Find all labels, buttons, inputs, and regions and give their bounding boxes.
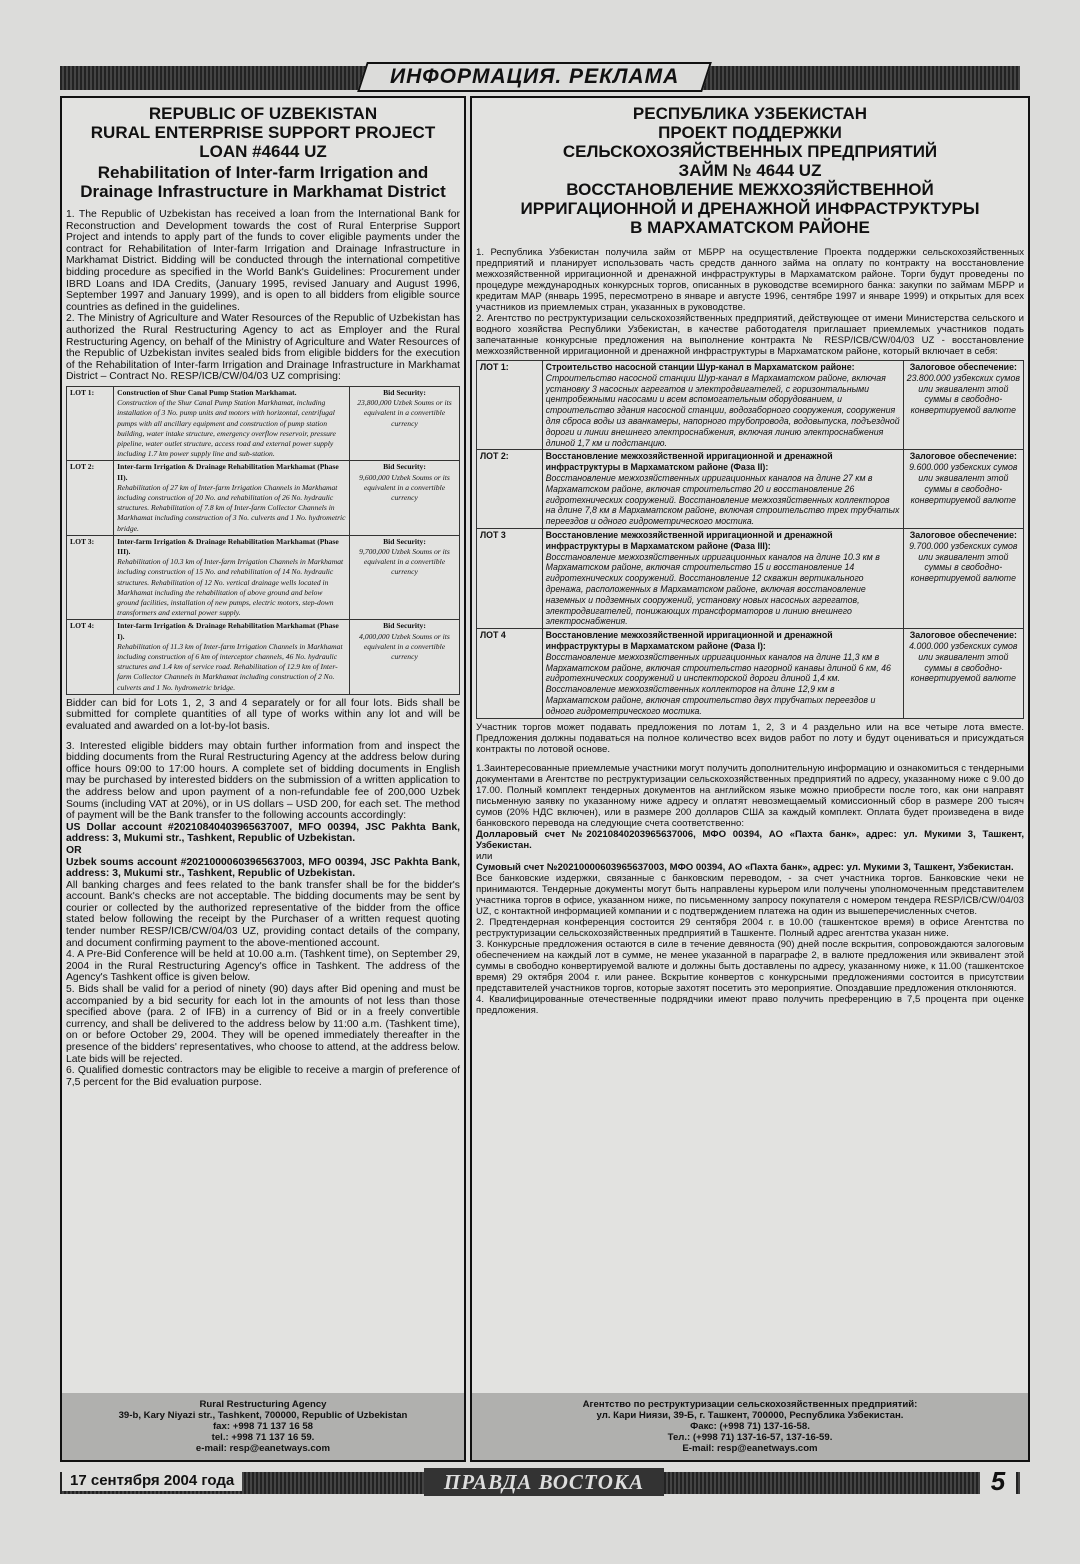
security-head: Залоговое обеспечение: [909,362,1017,372]
lot-desc: Construction of the Shur Canal Pump Station Markhamat, including installation of 3 No. pump units and motors with horizontal, centrifugal pumps with all ancillary equipment and construction of pump station building, water intake structure, emergency overflow reservoir, pressure pipeline, water outlet structure, access road and external power supply including 1.7 km power supply line and sub-station. [117,398,336,459]
contact-line: e-mail: resp@eanetways.com [195,1443,331,1454]
security-head: Залоговое обеспечение: [909,630,1017,641]
account-uzs: Uzbek soums account #20210000603965637003, MFO 00394, JSC Pakhta Bank, address: 3, Mukumi str., Tashkent, Republic of Uzbekistan. [66,856,460,880]
lot-title: Construction of Shur Canal Pump Station Markhamat. [117,387,297,397]
table-row [67,535,460,620]
paragraph: 2. The Ministry of Agriculture and Water Resources of the Republic of Uzbekistan has authorized the Rural Restructuring Agency to act as Employer and the Rural Restructuring Agency, on behalf of the Ministry of Agriculture and Water Resources of the Republic of Uzbekistan invites sealed bids from eligible bidders for the execution of the Rehabilitation of Inter-farm Irrigation and Drainage Infrastructure in Markhamat District – Contract No. RESP/ICB/CW/04/03 UZ comprising: [66,313,460,383]
security-value: 9,700,000 Uzbek Soums or its equivalent in a convertible currency [359,546,450,577]
contact-line: Факс: (+998 71) 137-16-58. [690,1421,810,1432]
lot-desc: Rehabilitation of 10.3 km of Inter-farm Irrigation Channels in Markhamat including construction of 15 No. and rehabilitation of 14 No. hydraulic structures. Rehabilitation of 12 No. vertical drainage wells located in Markhamat including the rehabilitation of above ground and below ground facilities, installation of new pumps, electric motors, step-down transformers and external power supply. [117,557,344,618]
lot-desc: Rehabilitation of 11.3 km of Inter-farm Irrigation Channels in Markhamat including construction of 6 km of interceptor channels, 46 No. hydraulic structures and 1.4 km of service road. Rehabilitation of 12.9 km of Inter-farm Collector Channels in Markhamat including construction of 2 No. culverts and 1 No. hydrometric bridge. [117,641,343,692]
account-uzs: Сумовый счет №20210000603965637003, МФО 00394, АО «Пахта банк», адрес: ул. Мукими 3, Ташкент, Узбекистан. [476,861,1014,873]
paragraph: 1. The Republic of Uzbekistan has received a loan from the International Bank for Reconstruction and Development towards the cost of Rural Enterprise Support Project and intends to apply part of the funds to cover eligible payments under the contract for Rehabilitation of Inter-farm Irrigation and Drainage Infrastructure in Markhamat District. Bidding will be conducted through the international competitive bidding procedure as specified in the World Bank's Guidelines: Procurement under IBRD Loans and IDA Credits, (January 1995, revised January and August 1996, September 1997 and January 1999), and is open to all bidders from eligible source countries as defined in the guidelines. [66,209,460,313]
contact-line: fax: +998 71 137 16 58 [212,1421,314,1432]
lot-title: Inter-farm Irrigation & Drainage Rehabilitation Markhamat (Phase III). [117,536,339,556]
lot-security [349,620,459,694]
security-head: Залоговое обеспечение: [909,529,1017,540]
lot-description [114,535,350,620]
paragraph: 2. Предтендерная конференция состоится 29 сентября 2004 г. в 10.00 (ташкентское время) в офисе Агентства по реструктуризации сельскохозяйственных предприятий в Ташкенте. Полный адрес агентства указан ниже. [476,916,1024,939]
russian-title [476,104,1024,237]
title-line: ЗАЙМ № 4644 UZ [678,161,822,180]
account-usd: US Dollar account #20210840403965637007, MFO 00394, JSC Pakhta Bank, address: 3, Mukumi str., Tashkent, Republic of Uzbekistan. [66,821,460,845]
lot-description [114,620,350,694]
table-row [477,629,1024,718]
security-value: 23.800.000 узбекских сумов или эквивалент этой суммы в свободно-конвертируемой валюте [906,372,1020,416]
security-value: 9,600,000 Uzbek Soums or its equivalent in a convertible currency [359,472,450,502]
lot-number: LOT 4: [67,620,114,694]
or-text: OR [66,844,82,856]
lot-desc: Rehabilitation of 27 km of Inter-farm Irrigation Channels in Markhamat including construction of 20 No. and rehabilitation of 26 No. hydraulic structures. Rehabilitation of 7.8 km of Inter-farm Collector Channels in Markhamat including construction of 3 No. culverts and 1 No. hydrometric bridge. [117,482,346,533]
paragraph: 3. Конкурсные предложения остаются в силе в течение девяноста (90) дней после вскрытия, сопровождаются залоговым обеспечением на каждый лот в сумме, не менее указанной в параграфе 2, в валюте предложения или эквивалент этой суммы в свободно конвертируемой валюте и должны быть доставлены по адресу, указанному ниже, к 11.00 (ташкентское время) 29 октября 2004 г. или ранее. Вскрытие конвертов с конкурсными предложениями состоится в присутствии представителей участников торгов, которые захотят посетить это мероприятие. Опоздавшие предложения отклоняются. [476,938,1024,994]
paragraph: 3. Interested eligible bidders may obtain further information from and inspect the bidding documents from the Rural Restructuring Agency at the address below during office hours 09:00 to 17:00 hours. A complete set of bidding documents in English may be purchased by interested bidders on the submission of a written application to the address below and upon payment of a non-refundable fee of 200,000 Uzbek Soums (including VAT at 20%), or in US dollars – USD 200, for each set. The method of payment will be the Bank transfer to the following accounts accordingly: [66,740,460,822]
issue-date: 17 сентября 2004 года [62,1470,242,1491]
security-head: Bid Security: [383,536,426,546]
lot-number: LOT 2: [67,461,114,535]
table-row [477,528,1024,628]
section-header [357,62,712,92]
russian-body-cont [476,722,1024,1016]
lot-number: LOT 1: [67,386,114,460]
security-head: Bid Security: [383,462,426,472]
account-usd: Долларовый счет №20210840203965637006, МФО 00394, АО «Пахта банк», адрес: ул. Мукими 3, Ташкент, Узбекистан. [476,828,1024,851]
contact-line: ул. Кари Ниязи, 39-Б, г. Ташкент, 700000, Республика Узбекистан. [596,1410,904,1421]
lot-security [903,450,1023,529]
lot-description [542,361,903,450]
newspaper-masthead: ПРАВДА ВОСТОКА [424,1468,664,1496]
table-row [67,620,460,694]
title-line: REPUBLIC OF UZBEKISTAN [148,104,378,123]
lot-security [349,535,459,620]
lot-desc: Восстановление межхозяйственных ирригационных каналов на длине 27 км в Мархаматском районе, включая строительство 20 и восстановление 26 гидротехнических сооружений. Восстановление межхозяйственных коллекторов на длине 7,8 км в Мархаматском районе, включая строительство трех трубчатых переездов и одного гидрометрического мостика. [545,472,900,527]
title-line: ВОССТАНОВЛЕНИЕ МЕЖХОЗЯЙСТВЕННОЙ [566,180,934,199]
or-text: или [476,850,493,862]
title-line: RURAL ENTERPRISE SUPPORT PROJECT [90,123,436,142]
security-value: 4.000.000 узбекских сумов или эквивалент этой суммы в свободно-конвертируемой валюте [909,640,1018,684]
lot-title: Восстановление межхозяйственной ирригационной и дренажной инфраструктуры в Мархаматском районе (Фаза I): [545,630,833,651]
lot-security [903,361,1023,450]
paragraph: All banking charges and fees related to the bank transfer shall be for the bidder's account. Bank's checks are not acceptable. The bidding documents may be sent by courier or collected by the authorized representative of the bidder from the office stated below following the receipt by the Purchaser of a written request quoting tender number RESP/ICB/CW/04/03 UZ, providing contact details of the company, and document confirming payment to the above-mentioned account. [66,879,460,949]
lot-title: Строительство насосной станции Шур-канал в Мархаматском районе: [545,362,855,372]
security-value: 4,000,000 Uzbek Soums or its equivalent in a convertible currency [359,631,450,661]
lot-description [542,629,903,718]
paragraph: 2. Агентство по реструктуризации сельскохозяйственных предприятий, действующее от имени Министерства сельского и водного хозяйства Республики Узбекистан, в качестве работодателя приглашает приемлемых участников подать запечатанные конкурсные предложения на выполнение контракта № RESP/ICB/CW/04/03 UZ - восстановление межхозяйственной ирригационной и дренажной инфраструктуры в Мархаматском районе, который включает в себя: [476,313,1024,357]
russian-notice [470,96,1030,1462]
lot-number: ЛОТ 3 [477,528,543,628]
title-line: В МАРХАМАТСКОМ РАЙОНЕ [630,218,870,237]
english-notice [60,96,466,1462]
lot-security [903,629,1023,718]
title-line: РЕСПУБЛИКА УЗБЕКИСТАН [632,104,868,123]
lot-desc: Восстановление межхозяйственных ирригационных каналов на длине 11,3 км в Мархаматском районе, включая строительство нагорной канавы длиной 6 км, 46 гидротехнических сооружений и инспекторской дороги длиной 1,4 км. Восстановление межхозяйственных коллекторов на длине 12,9 км в Мархаматском районе, включая строительство двух трубчатых переездов и одного гидрометрического мостика. [545,651,891,716]
page-number: 5 [980,1466,1016,1496]
lot-security [349,386,459,460]
english-title [66,104,460,201]
lot-number: ЛОТ 1: [477,361,543,450]
english-body-cont [66,698,460,1089]
table-row [67,386,460,460]
contact-line: Тел.: (+998 71) 137-16-57, 137-16-59. [667,1432,833,1443]
russian-contact-box [472,1393,1028,1460]
table-row [67,461,460,535]
contact-line: E-mail: resp@eanetways.com [682,1443,818,1454]
lots-table [66,386,460,695]
paragraph: Bidder can bid for Lots 1, 2, 3 and 4 separately or for all four lots. Bids shall be submitted for complete quantities of all type of works within any lot and will be evaluated and awarded on a lot-by-lot basis. [66,697,460,732]
lot-description [542,528,903,628]
table-row [477,450,1024,529]
title-line: ИРРИГАЦИОННОЙ И ДРЕНАЖНОЙ ИНФРАСТРУКТУРЫ [520,199,980,218]
contact-line: Rural Restructuring Agency [199,1399,327,1410]
lot-title: Восстановление межхозяйственной ирригационной и дренажной инфраструктуры в Мархаматском районе (Фаза II): [545,451,833,473]
lot-description [114,386,350,460]
title-line: Rehabilitation of Inter-farm Irrigation and Drainage Infrastructure in Markhamat District [80,163,446,201]
contact-line: Агентство по реструктуризации сельскохозяйственных предприятий: [582,1399,918,1410]
security-head: Залоговое обеспечение: [909,451,1017,462]
security-value: 23,800,000 Uzbek Soums or its equivalent in a convertible currency [357,398,452,428]
lot-description [114,461,350,535]
lot-desc: Восстановление межхозяйственных ирригационных каналов на длине 10.3 км в Мархаматском районе, включая строительство 15 и восстановление 14 гидротехнических сооружений. Восстановление 12 скважин вертикального дренажа, расположенных в Мархаматском районе, включая восстановление наземных и подземных сооружений, установку новых насосных агрегатов, электродвигателей, понижающих трансформаторов и линию внешнего электроснабжения. [545,551,880,627]
paragraph: 1.Заинтересованные приемлемые участники могут получить дополнительную информацию и ознакомиться с тендерными документами в Агентстве по реструктуризации сельскохозяйственных предприятий по адресу, указанному ниже с 9.00 до 17.00. Полный комплект тендерных документов на английском языке можно приобрести после того, как они направят письменную заявку по указанному ниже адресу и оплатят невозмещаемый комиссионный сбор в размере 200 тысяч сумов (20% НДС включен), или в размере 200 долларов США за каждый комплект. Оплата будет произведена в виде банковского перевода на следующие счета соответственно: [476,762,1024,829]
lot-title: Inter-farm Irrigation & Drainage Rehabilitation Markhamat (Phase I). [117,621,339,641]
paragraph: 4. A Pre-Bid Conference will be held at 10.00 a.m. (Tashkent time), on September 29, 2004 in the Rural Restructuring Agency's office in Tashkent. The address of the Agency's Tashkent office is given below. [66,949,460,984]
lot-number: ЛОТ 2: [477,450,543,529]
title-line: LOAN #4644 UZ [199,142,327,161]
table-row [477,361,1024,450]
lot-title: Inter-farm Irrigation & Drainage Rehabilitation Markhamat (Phase II). [117,462,339,482]
security-value: 9.600.000 узбекских сумов или эквивалент этой суммы в свободно-конвертируемой валюте [909,462,1018,505]
lot-desc: Строительство насосной станции Шур-канал в Мархаматском районе, включая установку 3 насосных агрегатов и электродвигателей, с горизонтальными центробежными насосами и всем вспомогательным оборудованием, и строительство здания насосной станции, водозаборного сооружения, сооружения для сброса воды из аванкамеры, напорного трубопровода, водовыпуска, подъездной дороги и линии внешнего электроснабжения, включая линию электроснабжения длиной 1,7 км и подстанцию. [545,372,900,448]
security-head: Bid Security: [383,621,426,631]
lot-title: Восстановление межхозяйственной ирригационной и дренажной инфраструктуры в Мархаматском районе (Фаза III): [545,529,833,551]
paragraph: 4. Квалифицированные отечественные подрядчики имеют право получить преференцию в 7,5 процента при оценке предложения. [476,993,1024,1016]
paragraph: Участник торгов может подавать предложения по лотам 1, 2, 3 и 4 раздельно или на все четыре лота вместе. Предложения должны подаваться на полное количество всех видов работ по лоту и будут оцениваться и присуждаться контракты по лотовой основе. [476,721,1024,755]
paragraph: 6. Qualified domestic contractors may be eligible to receive a margin of preference of 7,5 percent for the Bid evaluation purpose. [66,1065,460,1088]
title-line: ПРОЕКТ ПОДДЕРЖКИ [658,123,842,142]
lot-number: ЛОТ 4 [477,629,543,718]
section-title: ИНФОРМАЦИЯ. РЕКЛАМА [390,65,680,88]
lots-table [476,360,1024,719]
security-value: 9.700.000 узбекских сумов или эквивалент этой суммы в свободно-конвертируемой валюте [909,540,1018,584]
lot-security [349,461,459,535]
lot-security [903,528,1023,628]
title-line: СЕЛЬСКОХОЗЯЙСТВЕННЫХ ПРЕДПРИЯТИЙ [562,142,938,161]
contact-line: tel.: +998 71 137 16 59. [211,1432,315,1443]
contact-line: 39-b, Kary Niyazi str., Tashkent, 700000, Republic of Uzbekistan [118,1410,408,1421]
english-contact-box [62,1393,464,1460]
paragraph: Все банковские издержки, связанные с банковским переводом, - за счет участника торгов. Банковские чеки не принимаются. Тендерные документы могут быть направлены курьером или получены уполномоченным представителем участника торгов в офисе, указанном ниже, по письменному запросу покупателя с номером тендера RESP/ICB/CW/04/03 UZ, с контактной информацией компании и с подтверждением платежа на один из вышеперечисленных счетов. [476,872,1024,917]
lot-number: LOT 3: [67,535,114,620]
security-head: Bid Security: [383,387,426,397]
paragraph: 1. Республика Узбекистан получила займ от МБРР на осуществление Проекта поддержки сельскохозяйственных предприятий и планирует использовать часть средств данного займа на оплату по контракту на восстановление межхозяйственной ирригационной и дренажной инфраструктуры в Мархаматском районе. Торги будут проведены по процедуре международных конкурсных торгов, описанных в руководстве всемирного банка: закупки по займам МБРР и кредитам МАР (январь 1995, пересмотрено в январе и августе 1996, сентябре 1997 и январе 1999) и открытых для всех участников из приемлемых стран, указанных в руководстве. [476,247,1024,313]
english-body [66,209,460,383]
russian-body [476,247,1024,357]
paragraph: 5. Bids shall be valid for a period of ninety (90) days after Bid opening and must be accompanied by a bid security for each lot in the amounts of not less than those specified above (para. 2 of IFB) in a currency of Bid or in a freely convertible currency, and shall be delivered to the address below by 11:00 a.m. (Tashkent time), on or before October 29, 2004. They will be opened immediately thereafter in the presence of the bidders' representatives, who choose to attend, at the address below. Late bids will be rejected. [66,984,460,1065]
lot-description [542,450,903,529]
